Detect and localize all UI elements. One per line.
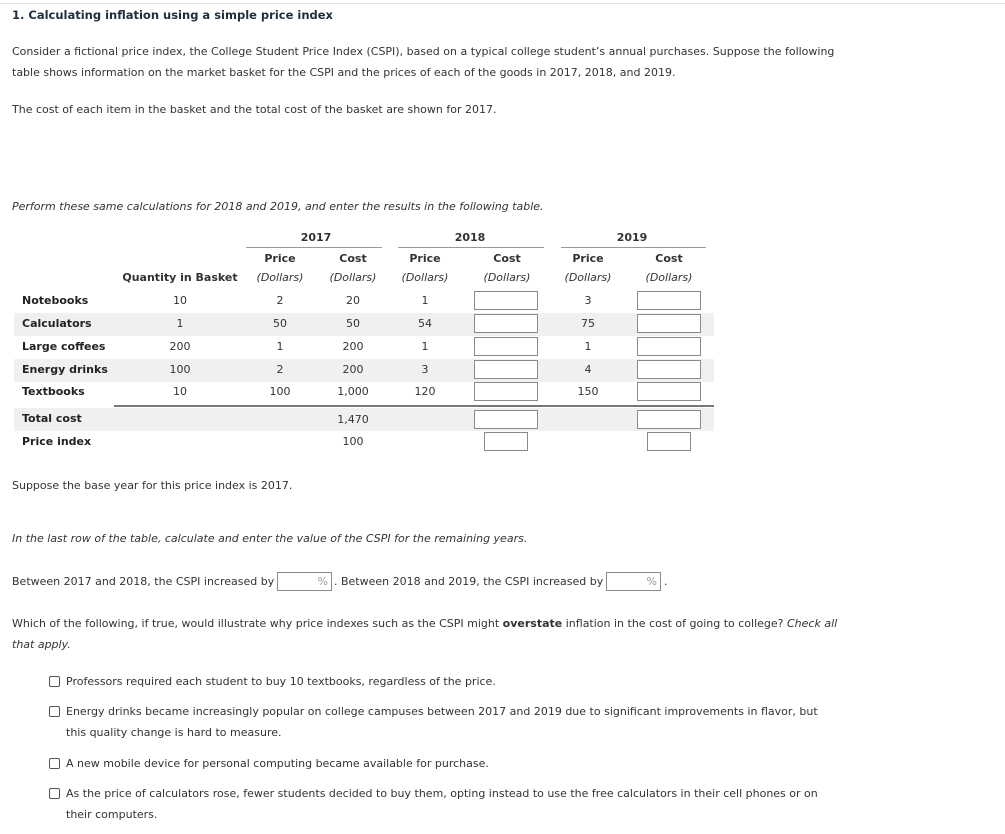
row-label-textbooks: Textbooks [22, 385, 85, 398]
col-cost-2017: Cost [339, 252, 367, 265]
cost-2019-notebooks-input[interactable] [637, 291, 701, 310]
qty-textbooks: 10 [173, 385, 187, 398]
year-header-2018: 2018 [454, 231, 486, 244]
check-all-note: Check all [787, 617, 838, 630]
price-2018-large-coffees: 1 [421, 340, 429, 353]
price-2019-energy-drinks: 4 [584, 363, 592, 376]
col-price-2018: Price [409, 252, 441, 265]
top-divider [0, 3, 1005, 4]
question-title: 1. Calculating inflation using a simple price index [12, 8, 333, 22]
cost-2017-textbooks: 1,000 [337, 385, 369, 398]
year-underline-2019 [561, 247, 706, 248]
price-index-2017: 100 [342, 435, 364, 448]
last-row-note: In the last row of the table, calculate and enter the value of the CSPI for the remaining years. [12, 532, 528, 545]
row-label-notebooks: Notebooks [22, 294, 89, 307]
cost-2017-calculators: 50 [346, 317, 360, 330]
col-cost-unit-2019: (Dollars) [645, 271, 693, 284]
perform-note: Perform these same calculations for 2018 and 2019, and enter the results in the following table. [12, 200, 544, 213]
increase-suffix: . [664, 575, 668, 588]
increase-text-1: Between 2017 and 2018, the CSPI increased by [12, 575, 275, 588]
intro-line-2: table shows information on the market basket for the CSPI and the prices of each of the goods in 2017, 2018, and 2019. [12, 66, 676, 79]
base-year-note: Suppose the base year for this price index is 2017. [12, 479, 293, 492]
price-2017-large-coffees: 1 [276, 340, 284, 353]
col-cost-2018: Cost [493, 252, 521, 265]
check-all-note-2: that apply. [12, 638, 71, 651]
question-text: Which of the following, if true, would illustrate why price indexes such as the CSPI might [12, 617, 503, 630]
option-text-line2: their computers. [66, 808, 158, 821]
col-price-unit-2019: (Dollars) [564, 271, 612, 284]
cost-2018-large-coffees-input[interactable] [474, 337, 538, 356]
cost-2018-energy-drinks-input[interactable] [474, 360, 538, 379]
cost-2019-textbooks-input[interactable] [637, 382, 701, 401]
question-text-end: inflation in the cost of going to college? [562, 617, 787, 630]
percent-sign: % [317, 575, 328, 588]
price-2017-calculators: 50 [273, 317, 287, 330]
price-2018-textbooks: 120 [414, 385, 436, 398]
row-label-price-index: Price index [22, 435, 92, 448]
year-header-2017: 2017 [300, 231, 332, 244]
cost-2019-energy-drinks-input[interactable] [637, 360, 701, 379]
col-quantity-header: Quantity in Basket [122, 271, 238, 284]
question-bold: overstate [502, 617, 563, 630]
row-label-total-cost: Total cost [22, 412, 82, 425]
cost-2018-notebooks-input[interactable] [474, 291, 538, 310]
total-cost-2018-input[interactable] [474, 410, 538, 429]
option-text-line2: this quality change is hard to measure. [66, 726, 282, 739]
qty-large-coffees: 200 [169, 340, 191, 353]
price-2018-notebooks: 1 [421, 294, 429, 307]
col-price-2017: Price [264, 252, 296, 265]
cost-2017-large-coffees: 200 [342, 340, 364, 353]
cspi-increase-2018-input[interactable] [277, 572, 332, 591]
price-2019-notebooks: 3 [584, 294, 592, 307]
price-2018-energy-drinks: 3 [421, 363, 429, 376]
price-2017-energy-drinks: 2 [276, 363, 284, 376]
cost-2018-textbooks-input[interactable] [474, 382, 538, 401]
cost-2017-notebooks: 20 [346, 294, 360, 307]
cost-2017-energy-drinks: 200 [342, 363, 364, 376]
year-header-2019: 2019 [616, 231, 648, 244]
price-2018-calculators: 54 [418, 317, 432, 330]
checkbox[interactable] [49, 788, 60, 799]
col-cost-unit-2018: (Dollars) [483, 271, 531, 284]
cspi-increase-2019-input[interactable] [606, 572, 661, 591]
increase-text-2: . Between 2018 and 2019, the CSPI increased by [334, 575, 604, 588]
option-text: As the price of calculators rose, fewer students decided to buy them, opting instead to use the free calculators in their cell phones or on [66, 787, 818, 800]
year-underline-2018 [398, 247, 544, 248]
checkbox[interactable] [49, 758, 60, 769]
price-2017-notebooks: 2 [276, 294, 284, 307]
cost-2019-large-coffees-input[interactable] [637, 337, 701, 356]
price-2019-textbooks: 150 [577, 385, 599, 398]
total-divider [114, 405, 714, 407]
qty-energy-drinks: 100 [169, 363, 191, 376]
row-label-energy-drinks: Energy drinks [22, 363, 108, 376]
option-text: Energy drinks became increasingly popular on college campuses between 2017 and 2019 due to significant improvements in flavor, but [66, 705, 818, 718]
col-price-unit-2017: (Dollars) [256, 271, 304, 284]
col-price-2019: Price [572, 252, 604, 265]
row-label-calculators: Calculators [22, 317, 92, 330]
cost-2019-calculators-input[interactable] [637, 314, 701, 333]
price-index-2018-input[interactable] [484, 432, 528, 451]
price-2019-large-coffees: 1 [584, 340, 592, 353]
total-cost-2019-input[interactable] [637, 410, 701, 429]
row-label-large-coffees: Large coffees [22, 340, 106, 353]
option-text: A new mobile device for personal computing became available for purchase. [66, 757, 489, 770]
price-2017-textbooks: 100 [269, 385, 291, 398]
qty-notebooks: 10 [173, 294, 187, 307]
col-price-unit-2018: (Dollars) [401, 271, 449, 284]
checkbox[interactable] [49, 676, 60, 687]
price-2019-calculators: 75 [581, 317, 595, 330]
col-cost-2019: Cost [655, 252, 683, 265]
price-index-2019-input[interactable] [647, 432, 691, 451]
year-underline-2017 [246, 247, 382, 248]
cost-note: The cost of each item in the basket and the total cost of the basket are shown for 2017. [12, 103, 497, 116]
col-cost-unit-2017: (Dollars) [329, 271, 377, 284]
total-cost-2017: 1,470 [337, 413, 369, 426]
option-text: Professors required each student to buy 10 textbooks, regardless of the price. [66, 675, 496, 688]
percent-sign: % [646, 575, 657, 588]
qty-calculators: 1 [176, 317, 184, 330]
overstate-question [12, 613, 842, 634]
checkbox[interactable] [49, 706, 60, 717]
cost-2018-calculators-input[interactable] [474, 314, 538, 333]
intro-line-1: Consider a fictional price index, the College Student Price Index (CSPI), based on a typical college student’s annual purchases. Suppose the following [12, 45, 835, 58]
